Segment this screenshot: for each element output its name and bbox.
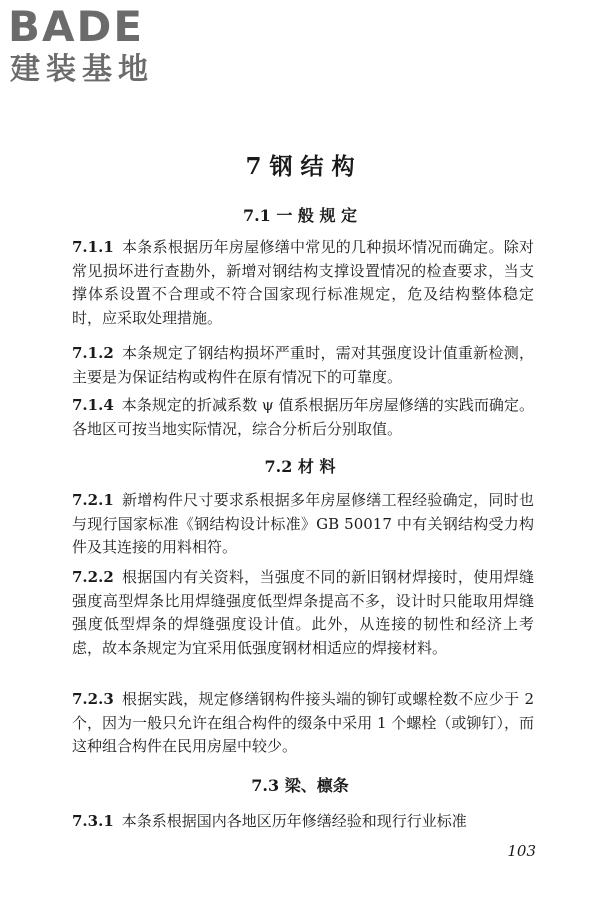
section-title-7-1: 7.1 一 般 规 定 [242,206,358,225]
section-title-7-2: 7.2 材 料 [264,457,336,476]
clause-text: 本条规定了钢结构损坏严重时，需对其强度设计值重新检测，主要是为保证结构或构件在原有情况下的可靠度。 [72,344,534,386]
section-title-7-3: 7.3 梁、檩条 [251,776,349,795]
logo-brand: BADE [8,2,145,51]
clause-7-2-2 [72,566,534,660]
logo-subtitle: 建装基地 [10,52,154,87]
clause-number: 7.2.2 [72,568,114,586]
clause-number: 7.2.1 [72,491,114,509]
clause-7-1-2 [72,342,534,389]
clause-number: 7.2.3 [72,690,114,708]
clause-text: 根据国内有关资料，当强度不同的新旧钢材焊接时，使用焊缝强度高型焊条比用焊缝强度低型焊条提高不多，设计时只能取用焊缝强度低型焊条的焊缝强度设计值。此外，从连接的韧性和经济上考虑，故本条规定为宜采用低强度钢材相适应的焊接材料。 [72,568,534,657]
clause-text: 根据实践，规定修缮钢构件接头端的铆钉或螺栓数不应少于 2 个，因为一般只允许在组合构件的缀条中采用 1 个螺栓（或铆钉），而这种组合构件在民用房屋中较少。 [72,690,534,755]
clause-text: 新增构件尺寸要求系根据多年房屋修缮工程经验确定，同时也与现行国家标准《钢结构设计标准》GB 50017 中有关钢结构受力构件及其连接的用料相符。 [72,491,534,556]
clause-text: 本条系根据历年房屋修缮中常见的几种损坏情况而确定。除对常见损坏进行查勘外，新增对钢结构支撑设置情况的检查要求，当支撑体系设置不合理或不符合国家现行标准规定，危及结构整体稳定时，应采取处理措施。 [72,238,534,327]
clause-number: 7.1.2 [72,344,114,362]
clause-text: 本条规定的折减系数 ψ 值系根据历年房屋修缮的实践而确定。各地区可按当地实际情况，综合分析后分别取值。 [72,396,534,438]
clause-7-2-3 [72,688,534,759]
clause-number: 7.1.4 [72,396,114,414]
clause-7-1-1 [72,236,534,330]
clause-7-1-4 [72,394,534,441]
clause-7-3-1 [72,810,534,834]
clause-7-2-1 [72,489,534,560]
clause-number: 7.1.1 [72,238,114,256]
clause-text: 本条系根据国内各地区历年修缮经验和现行行业标准 [121,812,467,830]
chapter-title: 7 钢 结 构 [245,153,355,180]
logo [8,4,178,90]
page-number: 103 [507,842,536,860]
clause-number: 7.3.1 [72,812,114,830]
